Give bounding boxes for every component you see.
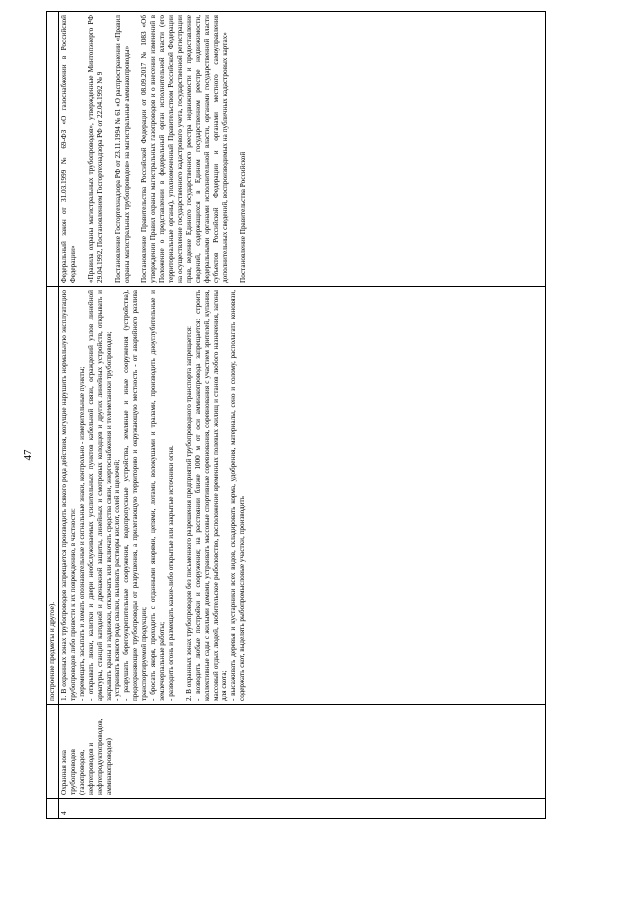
restriction-item: 1. В охранных зонах трубопроводов запрещается производить всякого рода действия, могущие нарушить нормальную эксплуатацию трубопроводов либо привести к их повреждению, в частности: — [60, 290, 77, 701]
restrictions-cell — [59, 287, 546, 705]
table-row — [59, 12, 546, 819]
restriction-item: - разрушать берегоукрепительные сооружения, водопропускные устройства, земляные и иные сооружения (устройства), предохраняющие трубопроводы от разрушения, а прилегающую территорию и окружающую местность - от аварийного разлива транспортируемой продукции; — [122, 290, 149, 701]
cell-restrictions-tail: построение предметы и другое). — [47, 287, 59, 705]
cell-empty-num — [47, 799, 59, 819]
table-row-continuation — [47, 12, 59, 819]
restriction-item: - перемещать, засыпать и ломать опознавательные и сигнальные знаки, контрольно - измерительные пункты; — [77, 366, 86, 701]
cell-empty-zone — [47, 705, 59, 799]
legal-basis-item: «Правила охраны магистральных трубопроводов», утвержденные Минтопэнерго РФ 29.04.1992, Постановлением Госгортехнадзора РФ от 22.04.1992 № 9 — [86, 15, 104, 283]
restriction-item: - открывать люки, калитки и двери необслуживаемых усилительных пунктов кабельной связи, ограждений узлов линейной арматуры, станций катодной и дренажной защиты, линейных и смотровых колодцев и других линейных устройств, открывать и закрывать краны и задвижки, отключать или включать средства связи, энергоснабжения и телемеханики трубопроводов; — [86, 290, 113, 701]
legal-basis-item: Постановление Правительства Российской Федерации от 08.09.2017 № 1083 «Об утверждении Правил охраны магистральных газопроводов и о внесении изменений в Положение о представлении в федеральный орган исполнительной власти (его территориальные органы), уполномоченный Правительством Российской Федерации на осуществление государственного кадастрового учета, государственной регистрации прав, ведение Единого государственного реестра недвижимости и предоставление сведений, содержащихся в Едином государственном реестре недвижимости, федеральными органами исполнительной власти, органами государственной власти субъектов Российской Федерации и органами местного самоуправления дополнительных сведений, воспроизводимых на публичных кадастровых картах» — [140, 15, 229, 283]
restriction-item: - возводить любые постройки и сооружения; на расстоянии ближе 1000 м от оси аммиакопровода запрещается: строить коллективные сады с жилыми домами, устраивать массовые спортивные соревнования, соревнования с участием зрителей, купания, массовый отдых людей, любительское рыболовство, расположение временных полевых жилищ и станов любого назначения, загоны для скота; — [193, 290, 229, 701]
legal-basis-cell — [59, 12, 546, 287]
page-number: 47 — [22, 449, 34, 461]
row-number: 4 — [59, 799, 546, 819]
legal-basis-item: Федеральный закон от 31.03.1999 № 69-ФЗ «О газоснабжении в Российской Федерации» — [60, 15, 77, 283]
restriction-item: - бросать якоря, проходить с отданными якорями, цепями, лотами, волокушами и тралами, производить дноуглубительные и землечерпальные работы; — [149, 290, 166, 701]
restriction-item: - разводить огонь и размещать какие-либо открытые или закрытые источники огня. — [166, 445, 175, 701]
legal-basis-item: Постановление Правительства Российской — [238, 151, 247, 283]
legal-basis-item: Постановление Госгортехнадзора РФ от 23.11.1994 № 61 «О распространении «Правил охраны магистральных трубопроводов» на магистральные аммиакопроводы» — [113, 15, 131, 283]
restrictions-table — [46, 11, 546, 819]
restriction-item: - высаживать деревья и кустарники всех видов, складировать корма, удобрения, материалы, сено и солому, располагать коновязи, содержать скот, выделять рыбопромысловые участки, производить — [229, 290, 247, 701]
zone-name: Охранная зона трубопроводов (газопроводов, нефтепроводов и нефтепродуктопроводов, аммиакопроводов) — [59, 705, 546, 799]
cell-empty-law — [47, 12, 59, 287]
restriction-item: - устраивать всякого рода свалки, выливать растворы кислот, солей и щелочей; — [113, 459, 122, 701]
restriction-item: 2. В охранных зонах трубопроводов без письменного разрешения предприятий трубопроводного транспорта запрещается: — [184, 325, 193, 701]
